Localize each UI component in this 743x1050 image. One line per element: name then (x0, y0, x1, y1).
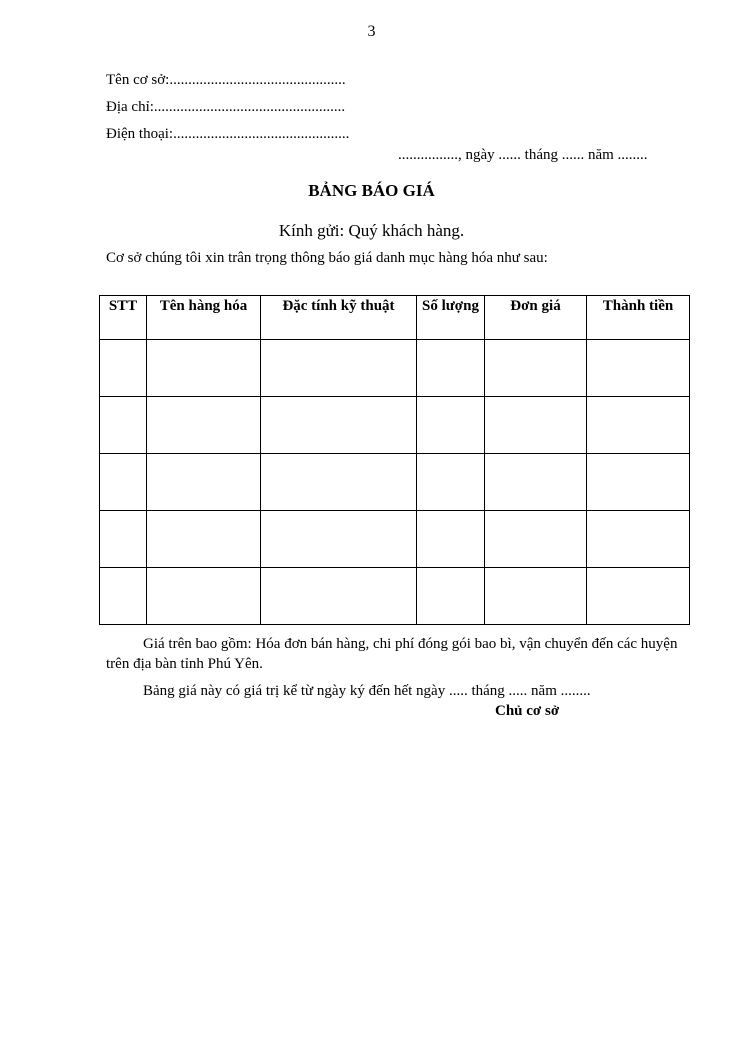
table-cell (587, 397, 690, 454)
table-cell (147, 568, 261, 625)
table-cell (261, 568, 417, 625)
table-cell (485, 568, 587, 625)
quote-table (99, 295, 690, 625)
column-header-unit-price: Đơn giá (485, 296, 587, 340)
phone-line: Điện thoại:............................................... (106, 126, 350, 142)
table-cell (100, 454, 147, 511)
table-header-row (100, 296, 690, 340)
table-cell (100, 568, 147, 625)
table-cell (417, 454, 485, 511)
table-cell (485, 340, 587, 397)
table-cell (417, 397, 485, 454)
table-cell (587, 340, 690, 397)
table-cell (587, 511, 690, 568)
table-cell (417, 511, 485, 568)
table-row (100, 511, 690, 568)
table-row (100, 340, 690, 397)
table-cell (147, 511, 261, 568)
table-cell (417, 340, 485, 397)
table-cell (147, 340, 261, 397)
table-cell (100, 340, 147, 397)
table-row (100, 454, 690, 511)
facility-name-line: Tên cơ sở:............................................... (106, 72, 346, 88)
greeting: Kính gửi: Quý khách hàng. (278, 221, 465, 240)
table-cell (485, 511, 587, 568)
table-cell (587, 568, 690, 625)
table-cell (587, 454, 690, 511)
table-row (100, 397, 690, 454)
address-line: Địa chỉ:................................................... (106, 99, 346, 115)
page-number: 3 (367, 23, 376, 40)
price-note-text: Giá trên bao gồm: Hóa đơn bán hàng, chi phí đóng gói bao bì, vận chuyển đến các huyện trên địa bàn tỉnh Phú Yên. (106, 636, 678, 672)
table-cell (261, 511, 417, 568)
table-cell (100, 511, 147, 568)
table-cell (417, 568, 485, 625)
table-cell (100, 397, 147, 454)
price-note-paragraph (106, 634, 690, 674)
column-header-quantity: Số lượng (417, 296, 485, 340)
table-cell (261, 340, 417, 397)
column-header-product-name: Tên hàng hóa (147, 296, 261, 340)
table-cell (147, 454, 261, 511)
document-title: BẢNG BÁO GIÁ (308, 181, 435, 200)
intro-text: Cơ sở chúng tôi xin trân trọng thông báo giá danh mục hàng hóa như sau: (106, 250, 548, 266)
date-line: ................, ngày ...... tháng ...... năm ........ (398, 147, 648, 163)
table-cell (485, 397, 587, 454)
table-cell (147, 397, 261, 454)
column-header-specifications: Đặc tính kỹ thuật (261, 296, 417, 340)
table-row (100, 568, 690, 625)
table-cell (261, 454, 417, 511)
validity-statement: Bảng giá này có giá trị kể từ ngày ký đến hết ngày ..... tháng ..... năm ........ (143, 683, 591, 699)
table-cell (261, 397, 417, 454)
column-header-total: Thành tiền (587, 296, 690, 340)
column-header-stt: STT (100, 296, 147, 340)
table-cell (485, 454, 587, 511)
signature-label: Chủ cơ sở (495, 703, 560, 719)
